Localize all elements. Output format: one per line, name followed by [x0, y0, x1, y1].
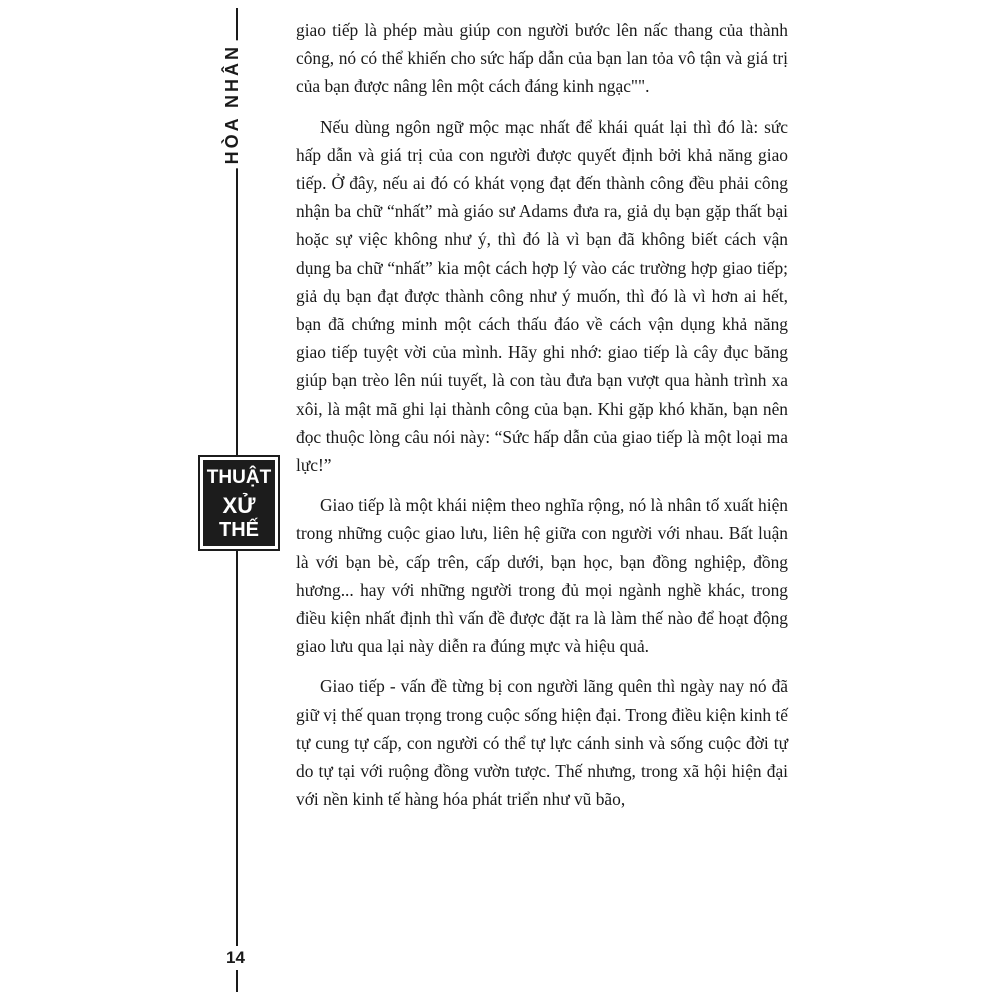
- paragraph-1: giao tiếp là phép màu giúp con người bước lên nấc thang của thành công, nó có thể khiến cho sức hấp dẫn của bạn lan tỏa vô tận và giá trị của bạn được nâng lên một cách đáng kinh ngạc"".: [296, 20, 788, 97]
- logo-line-1: THUẬT: [206, 467, 272, 488]
- sidebar-rule-bottom: [236, 547, 238, 992]
- logo-line-3: THẾ: [219, 519, 259, 541]
- page-sidebar: [196, 0, 276, 1000]
- book-title-logo: [198, 455, 280, 551]
- author-name: HÒA NHÂN: [222, 40, 243, 168]
- logo-line-2: XỬ: [222, 493, 256, 518]
- page-number: 14: [226, 946, 245, 970]
- paragraph-2: Nếu dùng ngôn ngữ mộc mạc nhất để khái quát lại thì đó là: sức hấp dẫn và giá trị của con người được quyết định bởi khả năng giao tiếp. Ở đây, nếu ai đó có khát vọng đạt đến thành công đều phải công nhận ba chữ “nhất” mà giáo sư Adams đưa ra, giả dụ bạn gặp thất bại hoặc sự việc không như ý, thì đó là vì bạn đã không biết cách vận dụng ba chữ “nhất” kia một cách hợp lý vào các trường hợp giao tiếp; giả dụ bạn đạt được thành công như ý muốn, thì đó là vì hơn ai hết, bạn đã chứng minh một cách thấu đáo về cách vận dụng khả năng giao tiếp tuyệt vời của mình. Hãy ghi nhớ: giao tiếp là cây đục băng giúp bạn trèo lên núi tuyết, là con tàu đưa bạn vượt qua hành trình xa xôi, là mật mã ghi lại thành công của bạn. Khi gặp khó khăn, bạn nên đọc thuộc lòng câu nói này: “Sức hấp dẫn của giao tiếp là một loại ma lực!”: [296, 116, 788, 476]
- paragraph-3: Giao tiếp là một khái niệm theo nghĩa rộng, nó là nhân tố xuất hiện trong những cuộc giao lưu, liên hệ giữa con người với nhau. Bất luận là với bạn bè, cấp trên, cấp dưới, bạn học, bạn đồng nghiệp, đồng hương... hay với những người trong đủ mọi ngành nghề khác, trong điều kiện nhất định thì vấn đề được đặt ra là làm thế nào để hoạt động giao lưu qua lại này diễn ra đúng mực và hiệu quả.: [296, 495, 788, 657]
- paragraph-4: Giao tiếp - vấn đề từng bị con người lãng quên thì ngày nay nó đã giữ vị thế quan trọng trong cuộc sống hiện đại. Trong điều kiện kinh tế tự cung tự cấp, con người có thể tự lực cánh sinh và sống cuộc đời tự do tự tại với ruộng đồng vườn tược. Thế nhưng, trong xã hội hiện đại với nền kinh tế hàng hóa phát triển như vũ bão,: [296, 676, 788, 810]
- page-text: [296, 16, 788, 825]
